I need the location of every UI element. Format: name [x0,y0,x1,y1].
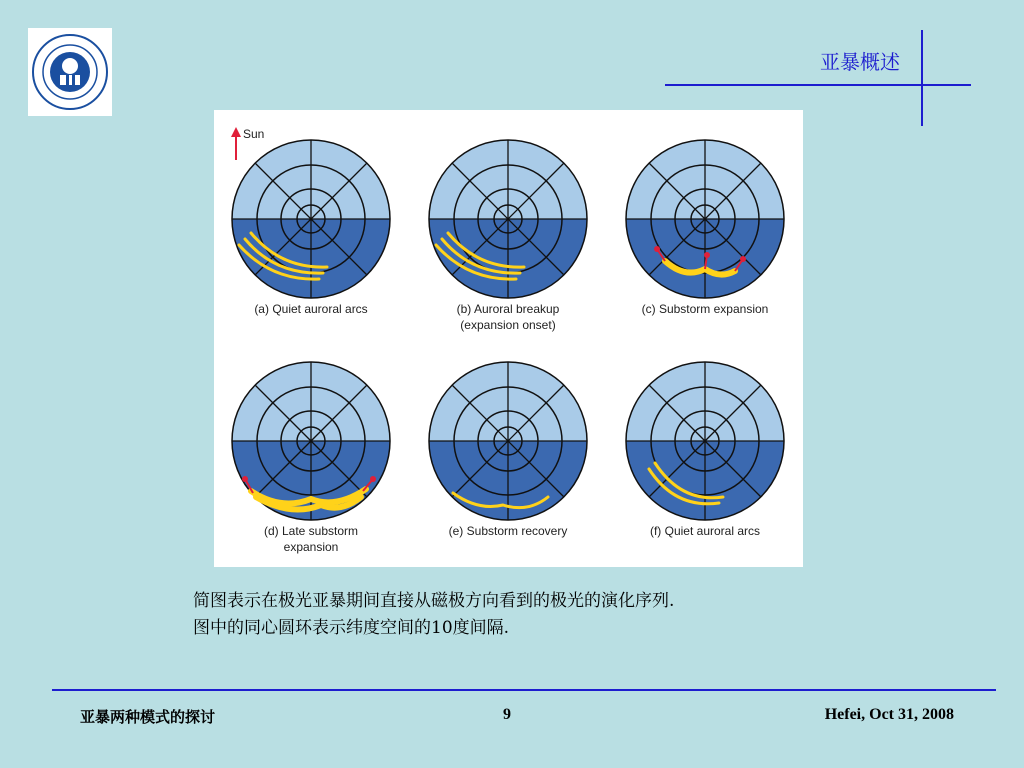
panel-label: (f) Quiet auroral arcs [649,524,761,538]
panel-label: (a) Quiet auroral arcs [254,302,368,316]
header-vertical-rule [921,30,923,126]
sun-indicator [231,127,264,160]
panel-label: (b) Auroral breakup [456,302,560,316]
arrow-head [704,252,710,258]
panel-5 [429,362,587,538]
panel-1 [232,140,390,316]
panel-label: expansion [283,540,339,554]
panel-4 [232,362,390,554]
arrow-head [242,476,248,482]
panel-label: (expansion onset) [460,318,556,332]
arrow-head [654,246,660,252]
panel-6 [626,362,784,538]
header-rule [665,84,971,86]
panel-label: (e) Substorm recovery [448,524,568,538]
panel-2 [429,140,587,332]
figure-caption [193,588,893,642]
arrow-head [740,256,746,262]
caption-line-2: 图中的同心圆环表示纬度空间的10度间隔. [193,618,510,638]
auroral-substorm-figure [214,110,803,567]
panel-label: (c) Substorm expansion [641,302,769,316]
page-number: 9 [503,706,511,723]
panel-label: (d) Late substorm [263,524,359,538]
footer-rule [52,689,996,691]
slide-title: 亚暴概述 [820,50,900,74]
footer-date-location: Hefei, Oct 31, 2008 [824,706,954,723]
university-logo [28,28,112,116]
caption-line-1: 简图表示在极光亚暴期间直接从磁极方向看到的极光的演化序列. [193,591,675,611]
arrow-head [370,476,376,482]
sun-label: Sun [243,127,265,141]
footer-topic: 亚暴两种模式的探讨 [80,708,216,726]
panel-3 [626,140,784,316]
